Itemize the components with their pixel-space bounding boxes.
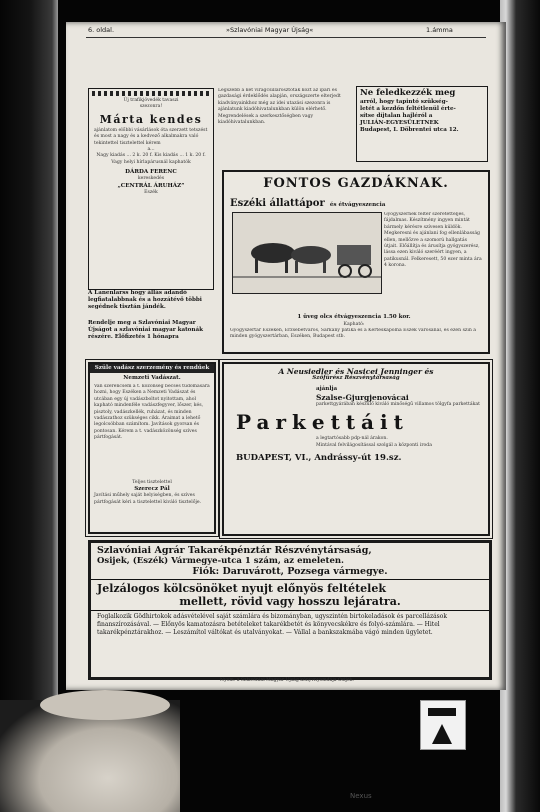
marta-ad-title: Márta kendes bbox=[99, 112, 203, 126]
bank-line3: Fiók: Daruvárott, Pozsega vármegye. bbox=[192, 566, 388, 577]
marta-ad bbox=[88, 88, 214, 290]
book-spine-shadow bbox=[0, 0, 58, 812]
fontos-subtitle2: és étvágyeszencia bbox=[329, 202, 386, 208]
julian-notice bbox=[356, 86, 488, 162]
marta-ad-body: ajánlatom előbbi vásárlások óta szerzett tetszést és most a nagy és a kedvező alkalmakra való tekintettel tisztelettel kérem bbox=[94, 127, 208, 146]
bank-line6: Foglalkozik Gödhirtokok adásvételével saját számlára és bizományban, ugyszintén birtokeladások és parcellázások finanszírozásával. — Előnyös kamatozásra betételeket takarékbetét és könyvecskékre és folyó-számlára. — Hitel takarékpénztárakhoz. — Leszámítol váltókat és utalványokat. — Vállal a bankszakmába vágó minden ügyletet. bbox=[97, 613, 448, 636]
agrar-bank-ad bbox=[88, 540, 492, 680]
nasicei-line2: Szőfürész Részvénytársaság bbox=[312, 375, 400, 381]
marta-ad-shop: kereskedés bbox=[137, 176, 165, 182]
bank-divider-2 bbox=[91, 610, 489, 611]
marta-ad-city: Eszék bbox=[144, 189, 158, 195]
julian-line5: JULIÁN-EGYESÜLETNEK bbox=[360, 120, 439, 126]
bank-line1: Szlavóniai Agrár Takarékpénztár Részvénytársaság, bbox=[97, 545, 372, 556]
marta-ad-footer: a... bbox=[147, 147, 155, 153]
nasicei-line4: Szalse-Gjurgjenovácai bbox=[316, 393, 409, 402]
header-paper-title: »Szlavóniai Magyar Újság« bbox=[226, 26, 314, 34]
bank-line2: Osijek, (Eszék) Vármegye-utca 1 szám, az emeleten. bbox=[97, 556, 344, 566]
fontos-vendor-label: Kapható: bbox=[343, 322, 365, 327]
ornament-border bbox=[92, 91, 210, 96]
nasicei-line5: parkettgyárában készülő kiváló minőségű villamos tölgyfa parkettákat bbox=[316, 402, 480, 407]
header-date: 1.ámma bbox=[426, 26, 453, 34]
bank-line4: Jelzálogos kölcsönöket nyujt előnyös feltételek bbox=[97, 582, 386, 595]
nasicei-line7: a legtartósabb pdp-nál árakon. bbox=[316, 436, 388, 442]
hunting-shop-ad bbox=[88, 362, 216, 534]
julian-line3: letét a kezdőn feltétlenül érte- bbox=[360, 106, 456, 112]
nasicei-line1: A Neusiedler és Nasicei Jenninger és bbox=[278, 367, 434, 376]
nasicei-line8: Mintával felvilágosítással szolgál a központi iroda bbox=[316, 442, 432, 448]
marta-ad-brand: „CENTRÁL ÁRUHÁZ” bbox=[117, 182, 185, 189]
nasicei-address: BUDAPEST, VI., Andrássy-út 19.sz. bbox=[236, 453, 402, 464]
newspaper-page bbox=[66, 22, 506, 690]
fontos-subtitle: Eszéki állattápor bbox=[230, 198, 325, 209]
scan-target-bar bbox=[428, 708, 456, 716]
left-subscribe-notice: Rendelje meg a Szlavóniai Magyar Újságot a szlavóniai magyar katonák részére. Előfizetés 1 hónapra bbox=[88, 320, 203, 340]
column-two-text: Legszebb a két virágcsillárosztotak közt az ipari és gazdasági érdeklődés alapján, országszerte elterjedt kiadványainkhoz még az idei utazási szezonra is ajánlatunk kiadóhivatalunkban külön elérhető. Megrendelések a szerkesztőségben vagy kiadóhivatalunkban. bbox=[218, 88, 341, 126]
marta-ad-price: Nagy kiadás ... 2 k. 20 f. Kis kiadás ... 1 k. 20 f. bbox=[96, 153, 206, 159]
marta-ad-line2: szezonra! bbox=[139, 104, 163, 110]
julian-line2: arról, hogy tapintó szükség- bbox=[360, 99, 448, 105]
fontos-gazdaknak-ad bbox=[222, 170, 490, 354]
horses-cart-icon bbox=[233, 213, 381, 293]
fontos-price: 1 üveg olcs étvágyeszencia 1.50 kor. bbox=[297, 314, 411, 320]
scan-target-triangle-icon bbox=[432, 724, 452, 744]
hunting-body: Van szerencsém a t. közönség becses tudomására hozni, hogy Eszéken a Nemzeti Vadászat és utcában egy új vadászboltot nyitottam, ahol kapható mindenféle vadászfegyver, lőszer, kés, pisztoly, vadászkellék, ruházat, és minden vadászathoz szükséges cikk. Áraimat a lehető legolcsóbban számítom. Javítások gyorsan és pontosan. Kérem a t. vadászközönség szíves pártfogását. bbox=[94, 384, 210, 441]
marta-ad-name: DÁRDA FERENC bbox=[125, 169, 177, 176]
bottom-label: Nexus bbox=[350, 792, 372, 800]
fontos-title: FONTOS GAZDÁKNAK. bbox=[263, 176, 449, 191]
hunting-name: Szerecz Pál bbox=[134, 486, 170, 493]
nasicei-parketta-title: Parkettáit bbox=[236, 410, 409, 435]
bank-divider bbox=[91, 579, 489, 580]
hunting-footer: Teljes tisztelettel bbox=[132, 480, 172, 485]
header-rule bbox=[86, 37, 486, 38]
bank-line5: mellett, rövid vagy hosszu lejáratra. bbox=[179, 595, 401, 608]
finger-shadow bbox=[40, 690, 170, 720]
hunting-title: Szüle vadász szerzemény és rendűek bbox=[90, 364, 214, 373]
printer-imprint: Nyom. a Szlavóniai Magyar Ujság könyvnyomdája Osijek. bbox=[220, 678, 354, 683]
header-page-number: 6. oldal. bbox=[88, 26, 115, 34]
fontos-vendor: Gyógyszertár Eszéken, Erzsébetváros, Sárkány patika és a Kerteskápolna Eszék városánál, és ezen szín a minden gyógyszertárban, Eszéken, Budapest stb. bbox=[230, 328, 476, 340]
livestock-illustration bbox=[232, 212, 382, 294]
marta-ad-line1: Új trafikjövedék tavaszi bbox=[123, 98, 179, 103]
julian-line6: Budapest, I. Döbrentei utca 12. bbox=[360, 127, 459, 133]
left-notice: A Lanenlarss hogy állás adandó legfiatalabbnak és a hozzátévő többi segédnek tisztán jándék. bbox=[88, 290, 202, 310]
fontos-body: Gyógyszernek felter szeretetteljes, fájdalmas. Készítmény ingyen mintát bármely kérésre szívesen küldök. Megkeresni és ajánlani fog ellenlábasság ellen, mellőzve a szomorú hallgatás útjait. Előállítja és árusítja gyógyszerész, lássa ezen kiváló szeréért ingyen, a patikusnál. Felkeresett, 50 ezer minta ára 4 korona. bbox=[384, 212, 482, 269]
nasicei-line3: ajánlja bbox=[316, 386, 338, 392]
book-page-edge bbox=[500, 0, 540, 812]
julian-line4: sítse díjtalan hajléról a bbox=[360, 113, 433, 119]
nasicei-parquet-ad bbox=[222, 362, 490, 536]
julian-line1: Ne feledkezzék meg bbox=[360, 88, 456, 98]
hunting-note: Javítási műhely saját helyiségben, és szíves pártfogását kéri a tisztelettel kiváló tisztelője. bbox=[94, 493, 202, 505]
marta-ad-sub: Vagy helyi hírlapárusnál kaphatók bbox=[111, 159, 191, 165]
hunting-sub: Nemzeti Vadászat. bbox=[123, 375, 181, 381]
